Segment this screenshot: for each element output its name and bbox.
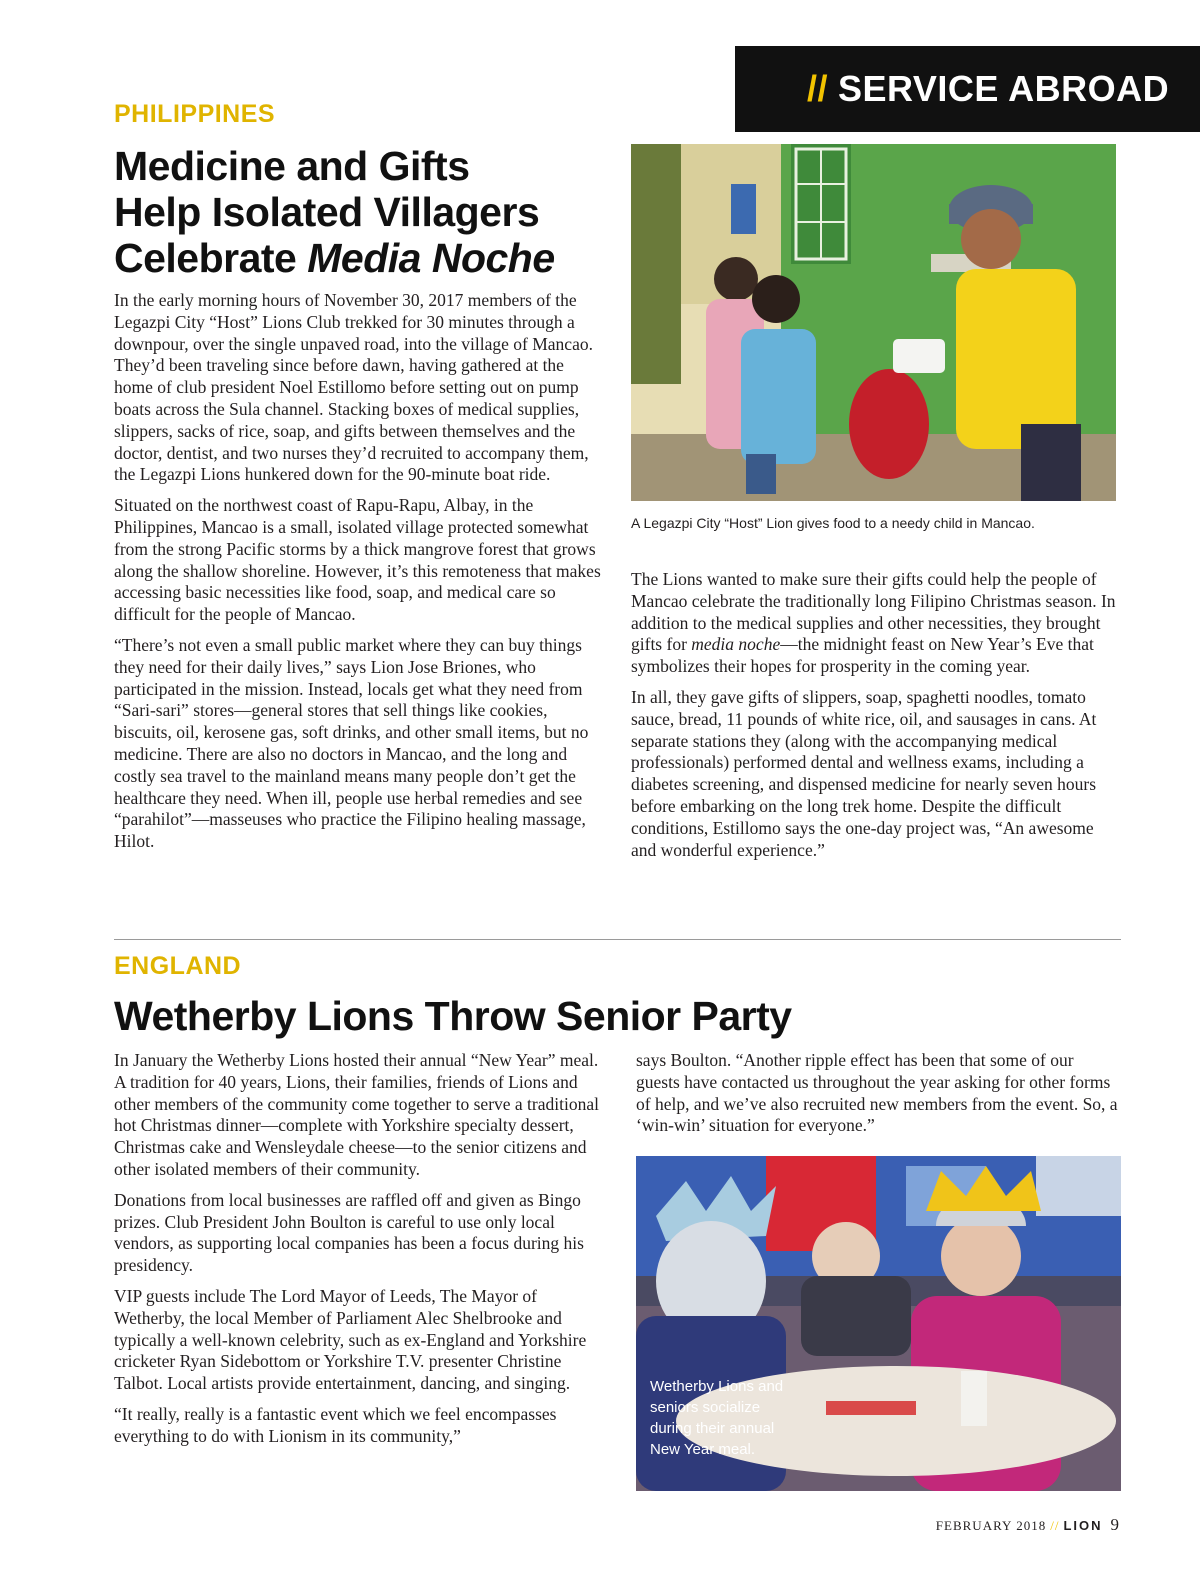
story1-kicker: PHILIPPINES <box>114 100 276 128</box>
story1-photo-illustration <box>631 144 1116 501</box>
page-folio <box>936 1515 1120 1535</box>
story1-paragraph: In the early morning hours of November 30, 2017 members of the Legazpi City “Host” Lions Club trekked for 30 minutes through a downpour, over the single unpaved road, into the village of Mancao. They’d been traveling since before dawn, having gathered at the home of club president Noel Estillomo before setting out on pump boats across the Sula channel. Stacking boxes of medical supplies, slippers, sacks of rice, soap, and gifts between themselves and the doctor, dentist, and two nurses they’d recruited to accompany them, the Legazpi Lions hunkered down for the 90-minute boat ride. <box>114 290 593 485</box>
section-divider <box>114 939 1121 940</box>
story2-headline: Wetherby Lions Throw Senior Party <box>114 993 792 1039</box>
story2-right-paragraph: says Boulton. “Another ripple effect has been that some of our guests have contacted us throughout the year asking for other forms of help, and we’ve also recruited new members from the event. So, a ‘win-win’ situation for everyone.” <box>636 1050 1118 1136</box>
story1-left-column <box>114 290 606 862</box>
story2-paragraph: In January the Wetherby Lions hosted their annual “New Year” meal. A tradition for 40 years, Lions, their families, friends of Lions and other members of the community come together to serve a traditional hot Christmas dinner—complete with Yorkshire specialty dessert, Christmas cake and Wensleydale cheese—to the senior citizens and other isolated members of their community. <box>114 1050 599 1179</box>
story1-right-column <box>631 569 1116 870</box>
banner-label: SERVICE ABROAD <box>838 68 1170 109</box>
story1-headline-line1: Medicine and Gifts <box>114 143 470 189</box>
story1-photo <box>631 144 1116 501</box>
story2-photo-caption: Wetherby Lions and seniors socialize during their annual New Year meal. <box>650 1378 784 1458</box>
story1-right-text: The Lions wanted to make sure their gifts could help the people of Mancao celebrate the traditionally long Filipino Christmas season. In addition to the medical supplies and other necessities, they brought gifts for <box>631 569 1116 655</box>
story1-photo-caption: A Legazpi City “Host” Lion gives food to a needy child in Mancao. <box>631 515 1035 531</box>
story2-kicker: ENGLAND <box>114 952 242 980</box>
story1-headline-italic: Media Noche <box>307 235 555 281</box>
story2-left-column <box>114 1050 606 1457</box>
story1-headline-line3: Celebrate <box>114 235 308 281</box>
story1-paragraph: Situated on the northwest coast of Rapu-Rapu, Albay, in the Philippines, Mancao is a small, isolated village protected somewhat from the strong Pacific storms by a thick mangrove forest that grows along the shallow shoreline. However, it’s this remoteness that makes accessing basic necessities like food, soap, and medical care so difficult for the people of Mancao. <box>114 495 601 625</box>
story1-right-paragraph-2: In all, they gave gifts of slippers, soap, spaghetti noodles, tomato sauce, bread, 11 pounds of white rice, oil, and sausages in cans. At separate stations they (along with the accompanying medical professionals) performed dental and wellness exams, including a diabetes screening, and dispensed medicine for nearly seven hours before embarking on the long trek home. Despite the difficult conditions, Estillomo says the one-day project was, “An awesome and wonderful experience.” <box>631 686 1097 860</box>
folio-issue: FEBRUARY 2018 <box>935 1518 1047 1533</box>
story1-headline <box>114 143 624 281</box>
folio-slashes: // <box>1050 1518 1060 1533</box>
story1-paragraph: “There’s not even a small public market where they can buy things they need for their daily lives,” says Lion Jose Briones, who participated in the mission. Instead, locals get what they need from “Sari-sari” stores—general stores that sell things like cookies, biscuits, oil, kerosene gas, soft drinks, and other small items, but no medicine. There are also no doctors in Mancao, and the long and costly sea travel to the mainland means many people don’t get the healthcare they need. When ill, people use herbal remedies and see “parahilot”—masseuses who practice the Filipino healing massage, Hilot. <box>114 634 589 852</box>
page-number: 9 <box>1110 1515 1120 1534</box>
story2-paragraph: “It really, really is a fantastic event which we feel encompasses everything to do with Lionism in its community,” <box>114 1403 557 1446</box>
story2-paragraph: VIP guests include The Lord Mayor of Leeds, The Mayor of Wetherby, the local Member of Parliament Alec Shelbrooke and typically a well-known celebrity, such as ex-England and Yorkshire cricketer Ryan Sidebottom or Yorkshire T.V. presenter Christine Talbot. Local artists provide entertainment, dancing, and singing. <box>114 1285 587 1394</box>
story1-headline-line2: Help Isolated Villagers <box>114 189 540 235</box>
folio-brand: LION <box>1063 1518 1103 1533</box>
story2-paragraph: Donations from local businesses are raffled off and given as Bingo prizes. Club President John Boulton is careful to use only local vendors, as supporting local companies has been a focus during his presidency. <box>114 1189 584 1276</box>
story1-right-paragraph-1 <box>631 569 1116 678</box>
story1-right-text: —the midnight feast on New Year’s Eve that symbolizes their hopes for prosperity in the coming year. <box>631 634 1094 677</box>
story2-right-column <box>636 1050 1121 1146</box>
story1-right-italic: media noche <box>691 634 781 655</box>
banner-slashes: // <box>807 68 829 109</box>
section-banner <box>735 46 1200 132</box>
